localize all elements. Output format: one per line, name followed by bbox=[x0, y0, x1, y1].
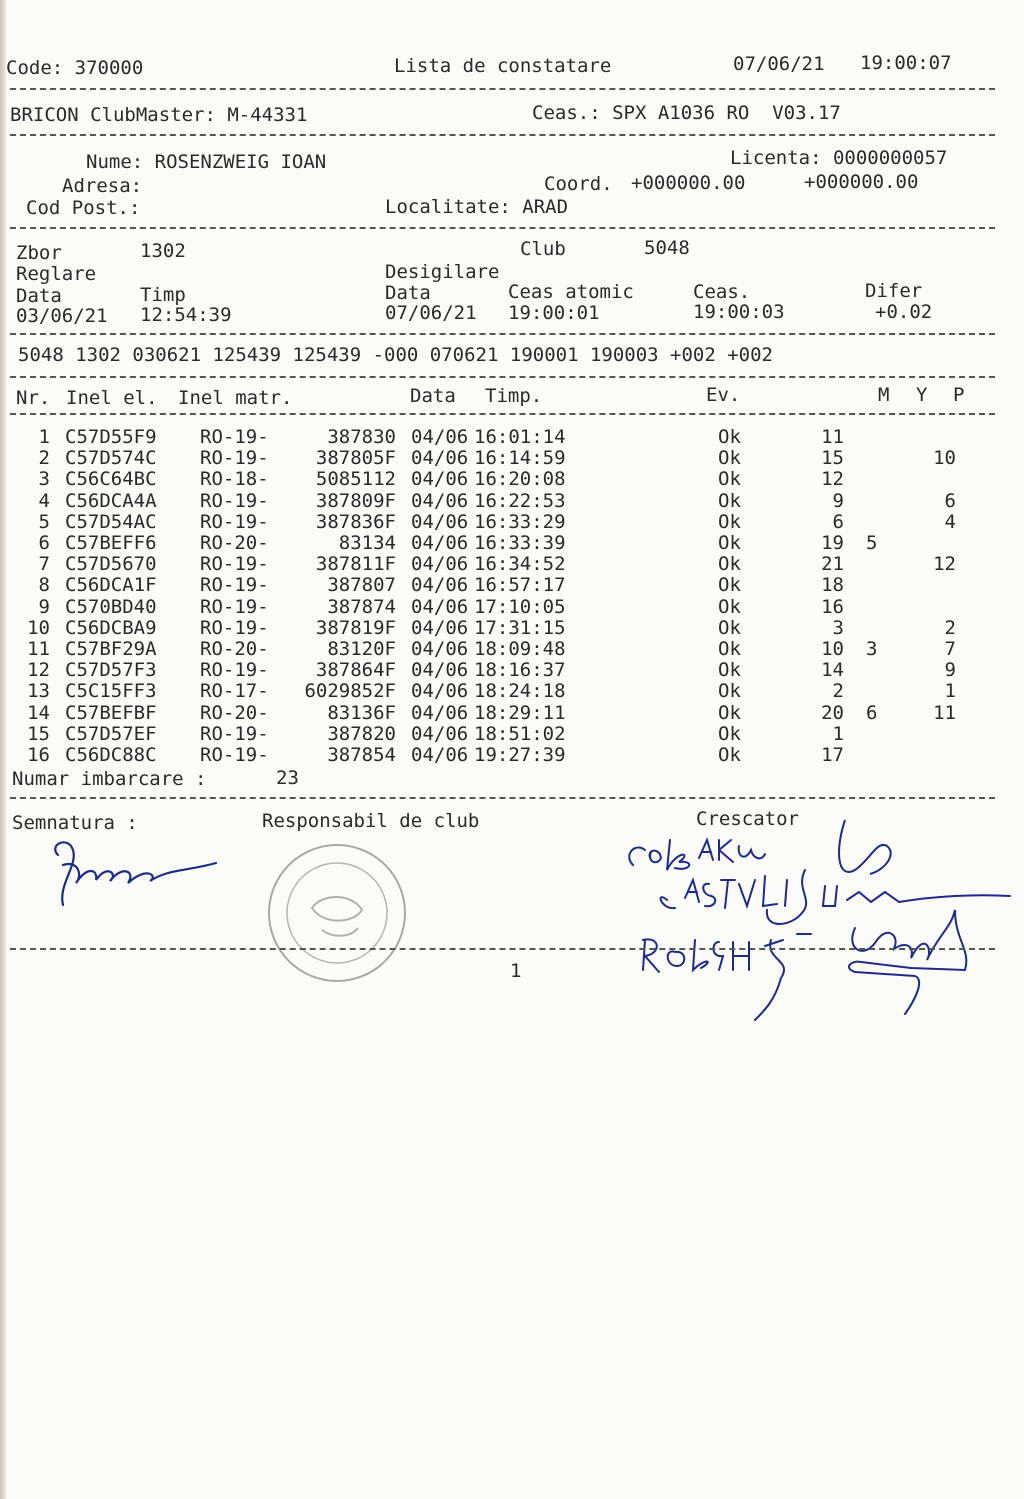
row-inel-matr: 6029852F bbox=[304, 680, 396, 703]
row-nr: 14 bbox=[27, 701, 50, 724]
row-status: Ok bbox=[718, 722, 741, 745]
page-number: 1 bbox=[510, 960, 522, 982]
row-time: 16:34:52 bbox=[474, 553, 566, 576]
row-prefix: RO-19- bbox=[200, 616, 269, 639]
row-position: 9 bbox=[832, 489, 844, 512]
row-inel-matr: 387854 bbox=[327, 744, 396, 766]
club-responsible-label: Responsabil de club bbox=[262, 810, 480, 832]
unsealing-date-label: Data bbox=[385, 282, 431, 304]
row-time: 16:33:29 bbox=[474, 510, 566, 533]
row-inel-matr: 387819F bbox=[315, 616, 396, 639]
locality: Localitate: ARAD bbox=[385, 196, 569, 218]
row-date: 04/06 bbox=[411, 447, 469, 470]
setting-label: Reglare bbox=[16, 263, 97, 285]
col-inel-matr: Inel matr. bbox=[178, 387, 293, 409]
row-p: 2 bbox=[944, 616, 956, 639]
row-inel-el: C56DC88C bbox=[65, 744, 157, 766]
boarding-count-label: Numar imbarcare : bbox=[12, 768, 207, 790]
unsealing-date: 07/06/21 bbox=[385, 302, 477, 324]
row-prefix: RO-19- bbox=[200, 659, 269, 682]
table-row bbox=[0, 447, 1024, 468]
clock-time: 19:00:03 bbox=[693, 301, 785, 323]
table-row bbox=[0, 553, 1024, 574]
table-row bbox=[0, 617, 1024, 638]
row-prefix: RO-20- bbox=[200, 638, 269, 660]
table-row bbox=[0, 426, 1024, 447]
setting-date-label: Data bbox=[16, 285, 62, 307]
row-inel-matr: 387811F bbox=[315, 553, 396, 576]
row-status: Ok bbox=[718, 680, 741, 703]
row-time: 18:24:18 bbox=[474, 680, 566, 703]
row-m: 3 bbox=[866, 638, 878, 660]
row-inel-el: C56DCA4A bbox=[65, 489, 157, 512]
owner-name: Nume: ROSENZWEIG IOAN bbox=[86, 151, 327, 173]
row-prefix: RO-20- bbox=[200, 532, 269, 554]
row-date: 04/06 bbox=[411, 659, 469, 682]
row-date: 04/06 bbox=[411, 574, 469, 597]
row-status: Ok bbox=[718, 616, 741, 639]
table-row bbox=[0, 574, 1024, 595]
row-position: 19 bbox=[821, 532, 844, 554]
row-nr: 7 bbox=[38, 553, 50, 576]
row-inel-matr: 387830 bbox=[327, 426, 396, 448]
row-nr: 4 bbox=[38, 489, 50, 512]
row-position: 10 bbox=[821, 638, 844, 660]
row-date: 04/06 bbox=[411, 722, 469, 745]
row-inel-el: C57BEFF6 bbox=[65, 532, 157, 554]
row-inel-matr: 387874 bbox=[327, 595, 396, 618]
row-p: 1 bbox=[944, 680, 956, 703]
row-prefix: RO-19- bbox=[200, 722, 269, 745]
divider bbox=[10, 797, 995, 799]
row-status: Ok bbox=[718, 489, 741, 512]
row-inel-el: C56C64BC bbox=[65, 468, 157, 491]
breeder-signatures bbox=[615, 810, 1015, 1025]
row-time: 18:51:02 bbox=[474, 722, 566, 745]
row-prefix: RO-20- bbox=[200, 701, 269, 724]
divider bbox=[10, 376, 995, 378]
row-date: 04/06 bbox=[411, 532, 469, 554]
row-prefix: RO-19- bbox=[200, 426, 269, 448]
divider bbox=[10, 134, 995, 136]
boarding-count: 23 bbox=[276, 767, 299, 789]
row-nr: 13 bbox=[27, 680, 50, 703]
row-inel-matr: 83136F bbox=[327, 701, 396, 724]
address-label: Adresa: bbox=[62, 175, 143, 197]
row-inel-matr: 387805F bbox=[315, 447, 396, 470]
row-date: 04/06 bbox=[411, 638, 469, 660]
row-nr: 6 bbox=[38, 532, 50, 554]
row-date: 04/06 bbox=[411, 595, 469, 618]
row-prefix: RO-19- bbox=[200, 595, 269, 618]
row-status: Ok bbox=[718, 659, 741, 682]
table-row bbox=[0, 702, 1024, 723]
difference-value: +0.02 bbox=[875, 301, 933, 323]
table-row bbox=[0, 659, 1024, 680]
row-nr: 9 bbox=[38, 595, 50, 618]
col-data: Data bbox=[410, 385, 456, 407]
difference-label: Difer bbox=[865, 280, 923, 302]
row-nr: 3 bbox=[38, 468, 50, 491]
row-date: 04/06 bbox=[411, 468, 469, 491]
row-position: 3 bbox=[832, 616, 844, 639]
clock-label: Ceas. bbox=[693, 281, 751, 303]
row-prefix: RO-19- bbox=[200, 553, 269, 576]
row-inel-el: C56DCA1F bbox=[65, 574, 157, 597]
row-time: 16:57:17 bbox=[474, 574, 566, 597]
row-p: 6 bbox=[944, 489, 956, 512]
divider bbox=[10, 227, 995, 229]
row-time: 16:14:59 bbox=[474, 447, 566, 470]
flight-label: Zbor bbox=[16, 242, 62, 264]
divider bbox=[10, 413, 995, 415]
row-position: 21 bbox=[821, 553, 844, 576]
document-title: Lista de constatare bbox=[394, 55, 612, 77]
row-nr: 2 bbox=[38, 447, 50, 470]
atomic-clock-label: Ceas atomic bbox=[508, 281, 634, 303]
row-prefix: RO-17- bbox=[200, 680, 269, 703]
row-position: 6 bbox=[832, 510, 844, 533]
row-status: Ok bbox=[718, 447, 741, 470]
table-row bbox=[0, 680, 1024, 701]
table-row bbox=[0, 468, 1024, 489]
row-position: 14 bbox=[821, 659, 844, 682]
row-time: 16:20:08 bbox=[474, 468, 566, 491]
breeder-label: Crescator bbox=[696, 808, 799, 830]
divider bbox=[10, 333, 995, 335]
unsealing-label: Desigilare bbox=[385, 261, 500, 283]
row-time: 16:33:39 bbox=[474, 532, 566, 554]
row-nr: 1 bbox=[38, 426, 50, 448]
table-row bbox=[0, 511, 1024, 532]
table-row bbox=[0, 490, 1024, 511]
flight-code-line: 5048 1302 030621 125439 125439 -000 070621 190001 190003 +002 +002 bbox=[18, 344, 773, 366]
row-inel-el: C570BD40 bbox=[65, 595, 157, 618]
setting-time-label: Timp bbox=[140, 284, 186, 306]
header-date: 07/06/21 bbox=[733, 53, 825, 75]
row-time: 18:29:11 bbox=[474, 701, 566, 724]
row-time: 18:09:48 bbox=[474, 638, 566, 660]
row-position: 1 bbox=[832, 722, 844, 745]
row-position: 20 bbox=[821, 701, 844, 724]
row-m: 6 bbox=[866, 701, 878, 724]
row-m: 5 bbox=[866, 532, 878, 554]
row-date: 04/06 bbox=[411, 510, 469, 533]
row-inel-el: C57D57F3 bbox=[65, 659, 157, 682]
row-prefix: RO-19- bbox=[200, 447, 269, 470]
row-date: 04/06 bbox=[411, 701, 469, 724]
row-time: 17:10:05 bbox=[474, 595, 566, 618]
row-position: 2 bbox=[832, 680, 844, 703]
table-row bbox=[0, 596, 1024, 617]
row-status: Ok bbox=[718, 532, 741, 554]
row-nr: 5 bbox=[38, 510, 50, 533]
col-ev: Ev. bbox=[706, 384, 741, 406]
row-position: 17 bbox=[821, 744, 844, 766]
col-inel-el: Inel el. bbox=[66, 387, 158, 409]
row-p: 11 bbox=[933, 701, 956, 724]
owner-signature bbox=[38, 825, 228, 915]
row-inel-el: C57D55F9 bbox=[65, 426, 157, 448]
coord-lat: +000000.00 bbox=[631, 172, 746, 194]
row-date: 04/06 bbox=[411, 744, 469, 766]
row-status: Ok bbox=[718, 595, 741, 618]
row-status: Ok bbox=[718, 744, 741, 766]
row-position: 18 bbox=[821, 574, 844, 597]
row-nr: 16 bbox=[27, 744, 50, 766]
atomic-clock-time: 19:00:01 bbox=[508, 302, 600, 324]
row-inel-el: C57D574C bbox=[65, 447, 157, 470]
row-status: Ok bbox=[718, 574, 741, 597]
col-p: P bbox=[953, 384, 965, 406]
license-number: Licenta: 0000000057 bbox=[730, 147, 948, 169]
table-row bbox=[0, 723, 1024, 744]
row-inel-matr: 387864F bbox=[315, 659, 396, 682]
row-status: Ok bbox=[718, 701, 741, 724]
row-position: 15 bbox=[821, 447, 844, 470]
row-nr: 12 bbox=[27, 659, 50, 682]
row-inel-el: C57D54AC bbox=[65, 510, 157, 533]
row-inel-matr: 83134 bbox=[338, 532, 396, 554]
row-p: 7 bbox=[944, 638, 956, 660]
row-time: 17:31:15 bbox=[474, 616, 566, 639]
coord-label: Coord. bbox=[544, 173, 613, 195]
club-number: 5048 bbox=[644, 237, 690, 259]
row-date: 04/06 bbox=[411, 553, 469, 576]
club-label: Club bbox=[520, 238, 566, 260]
row-prefix: RO-18- bbox=[200, 468, 269, 491]
row-nr: 10 bbox=[27, 616, 50, 639]
row-p: 4 bbox=[944, 510, 956, 533]
row-status: Ok bbox=[718, 468, 741, 491]
clubmaster-id: BRICON ClubMaster: M-44331 bbox=[10, 104, 308, 126]
divider bbox=[10, 948, 995, 950]
divider bbox=[10, 88, 995, 90]
row-time: 19:27:39 bbox=[474, 744, 566, 766]
row-position: 16 bbox=[821, 595, 844, 618]
row-prefix: RO-19- bbox=[200, 574, 269, 597]
club-stamp bbox=[262, 838, 412, 988]
row-inel-el: C57D57EF bbox=[65, 722, 157, 745]
row-nr: 15 bbox=[27, 722, 50, 745]
row-inel-matr: 387836F bbox=[315, 510, 396, 533]
row-date: 04/06 bbox=[411, 426, 469, 448]
row-status: Ok bbox=[718, 638, 741, 660]
row-p: 12 bbox=[933, 553, 956, 576]
col-m: M bbox=[878, 384, 890, 406]
table-row bbox=[0, 638, 1024, 659]
table-row bbox=[0, 532, 1024, 553]
row-inel-matr: 387809F bbox=[315, 489, 396, 512]
row-inel-matr: 5085112 bbox=[315, 468, 396, 491]
row-inel-matr: 387807 bbox=[327, 574, 396, 597]
signature-label: Semnatura : bbox=[12, 812, 138, 834]
clock-id: Ceas.: SPX A1036 RO V03.17 bbox=[532, 102, 841, 124]
row-inel-el: C57BF29A bbox=[65, 638, 157, 660]
setting-time: 12:54:39 bbox=[140, 304, 232, 326]
row-inel-el: C5C15FF3 bbox=[65, 680, 157, 703]
row-p: 10 bbox=[933, 447, 956, 470]
row-date: 04/06 bbox=[411, 616, 469, 639]
row-prefix: RO-19- bbox=[200, 510, 269, 533]
row-date: 04/06 bbox=[411, 680, 469, 703]
row-inel-matr: 83120F bbox=[327, 638, 396, 660]
row-prefix: RO-19- bbox=[200, 489, 269, 512]
row-inel-el: C57BEFBF bbox=[65, 701, 157, 724]
row-status: Ok bbox=[718, 510, 741, 533]
col-timp: Timp. bbox=[485, 385, 543, 407]
coord-lon: +000000.00 bbox=[804, 171, 919, 193]
header-time: 19:00:07 bbox=[860, 52, 952, 74]
row-inel-matr: 387820 bbox=[327, 722, 396, 745]
row-nr: 8 bbox=[38, 574, 50, 597]
code-label: Code: 370000 bbox=[6, 57, 144, 79]
row-status: Ok bbox=[718, 426, 741, 448]
row-time: 16:01:14 bbox=[474, 426, 566, 448]
row-position: 11 bbox=[821, 426, 844, 448]
setting-date: 03/06/21 bbox=[16, 305, 108, 327]
row-time: 16:22:53 bbox=[474, 489, 566, 512]
row-date: 04/06 bbox=[411, 489, 469, 512]
table-row bbox=[0, 744, 1024, 765]
row-inel-el: C56DCBA9 bbox=[65, 616, 157, 639]
row-inel-el: C57D5670 bbox=[65, 553, 157, 576]
postal-code-label: Cod Post.: bbox=[26, 197, 141, 219]
flight-number: 1302 bbox=[140, 240, 186, 262]
row-prefix: RO-19- bbox=[200, 744, 269, 766]
col-y: Y bbox=[916, 384, 928, 406]
row-time: 18:16:37 bbox=[474, 659, 566, 682]
row-p: 9 bbox=[944, 659, 956, 682]
row-position: 12 bbox=[821, 468, 844, 491]
col-nr: Nr. bbox=[16, 387, 51, 409]
row-nr: 11 bbox=[27, 638, 50, 660]
row-status: Ok bbox=[718, 553, 741, 576]
